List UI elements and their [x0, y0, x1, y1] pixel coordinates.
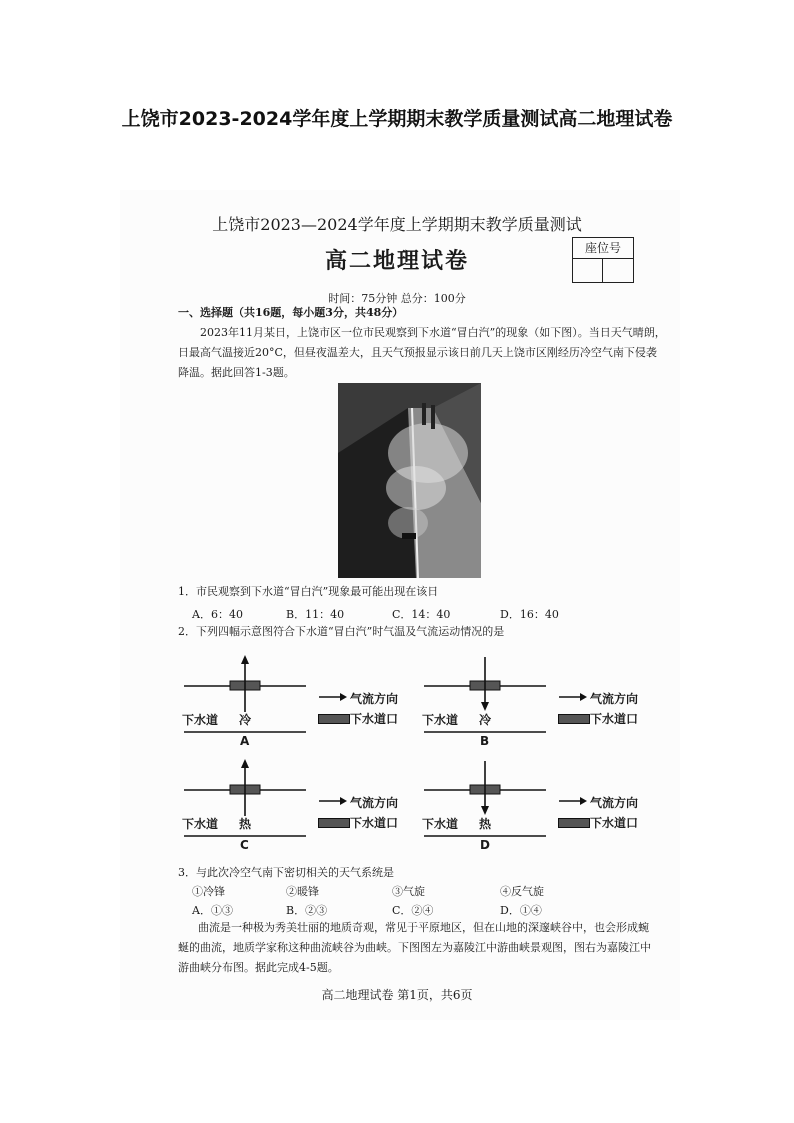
legend-outlet-label: 下水道口 — [590, 816, 639, 830]
question-1-option-c: C．14：40 — [392, 608, 451, 621]
airflow-arrow-icon — [558, 794, 588, 808]
airflow-arrow-icon — [558, 690, 588, 704]
legend-airflow-label: 气流方向 — [350, 796, 399, 810]
airflow-arrow-icon — [318, 690, 348, 704]
question-3-item-3: ③气旋 — [392, 885, 425, 898]
diagram-d — [422, 756, 552, 856]
diagram-letter: C — [240, 838, 249, 852]
diagram-a — [182, 652, 312, 752]
exam-subject-title: 高二地理试卷 — [324, 248, 469, 274]
temperature-label: 冷 — [479, 713, 492, 727]
sewer-label: 下水道 — [422, 817, 459, 831]
legend-d — [558, 794, 638, 834]
intro-line-2: 日最高气温接近20°C，但昼夜温差大，且天气预报显示该日前几天上饶市区刚经历冷空气南下侵袭 — [178, 346, 657, 359]
legend-a — [318, 690, 398, 730]
sewer-label: 下水道 — [422, 713, 459, 727]
legend-c — [318, 794, 398, 834]
legend-airflow-label: 气流方向 — [590, 692, 639, 706]
outlet-legend-icon — [558, 818, 590, 828]
question-3-option-a: A．①③ — [192, 904, 233, 917]
outlet-legend-icon — [318, 818, 350, 828]
outlet-legend-icon — [318, 714, 350, 724]
legend-outlet-label: 下水道口 — [350, 816, 399, 830]
legend-b — [558, 690, 638, 730]
legend-outlet-label: 下水道口 — [590, 712, 639, 726]
airflow-arrow-icon — [318, 794, 348, 808]
question-3-stem: 3．与此次冷空气南下密切相关的天气系统是 — [178, 866, 394, 879]
seat-number-cell — [603, 259, 632, 282]
section-heading: 一、选择题（共16题，每小题3分，共48分） — [178, 306, 404, 319]
diagram-letter: A — [240, 734, 250, 748]
question-3-option-d: D．①④ — [500, 904, 542, 917]
document-header-title: 上饶市2023-2024学年度上学期期末教学质量测试高二地理试卷 — [121, 108, 673, 130]
exam-time-score: 时间：75分钟 总分：100分 — [328, 292, 466, 305]
question-2-stem: 2．下列四幅示意图符合下水道“冒白汽”时气温及气流运动情况的是 — [178, 625, 505, 638]
question-3-option-b: B．②③ — [286, 904, 328, 917]
temperature-label: 热 — [479, 817, 492, 831]
seat-number-cell — [573, 259, 603, 282]
page-footer: 高二地理试卷 第1页，共6页 — [321, 988, 473, 1002]
sewer-steam-photo — [338, 383, 481, 578]
outlet-legend-icon — [558, 714, 590, 724]
legend-airflow-label: 气流方向 — [590, 796, 639, 810]
question-3-item-2: ②暖锋 — [286, 885, 319, 898]
legend-airflow-label: 气流方向 — [350, 692, 399, 706]
question-3-option-c: C．②④ — [392, 904, 434, 917]
question-1-option-b: B．11：40 — [286, 608, 345, 621]
seat-number-label: 座位号 — [573, 238, 633, 259]
diagram-letter: D — [480, 838, 490, 852]
passage-line-2: 蜒的曲流，地质学家称这种曲流峡谷为曲峡。下图图左为嘉陵江中游曲峡景观图，图右为嘉陵江中 — [178, 941, 651, 954]
intro-line-3: 降温。据此回答1-3题。 — [178, 366, 295, 379]
sewer-steam-illustration — [338, 383, 481, 578]
sewer-label: 下水道 — [182, 713, 219, 727]
question-1-option-a: A．6：40 — [192, 608, 243, 621]
intro-line-1: 2023年11月某日，上饶市区一位市民观察到下水道“冒白汽”的现象（如下图）。当日天气晴朗， — [200, 326, 666, 339]
question-3-item-4: ④反气旋 — [500, 885, 544, 898]
temperature-label: 冷 — [239, 713, 252, 727]
exam-name: 上饶市2023—2024学年度上学期期末教学质量测试 — [212, 215, 582, 234]
diagram-c — [182, 756, 312, 856]
passage-line-3: 游曲峡分布图。据此完成4-5题。 — [178, 961, 339, 974]
question-1-option-d: D．16：40 — [500, 608, 559, 621]
legend-outlet-label: 下水道口 — [350, 712, 399, 726]
question-3-item-1: ①冷锋 — [192, 885, 225, 898]
diagram-letter: B — [480, 734, 490, 748]
diagram-b — [422, 652, 552, 752]
sewer-label: 下水道 — [182, 817, 219, 831]
passage-line-1: 曲流是一种极为秀美壮丽的地质奇观，常见于平原地区，但在山地的深邃峡谷中，也会形成蜿 — [198, 921, 649, 934]
question-1-stem: 1．市民观察到下水道“冒白汽”现象最可能出现在该日 — [178, 585, 439, 598]
temperature-label: 热 — [239, 817, 252, 831]
seat-number-box — [572, 237, 634, 283]
